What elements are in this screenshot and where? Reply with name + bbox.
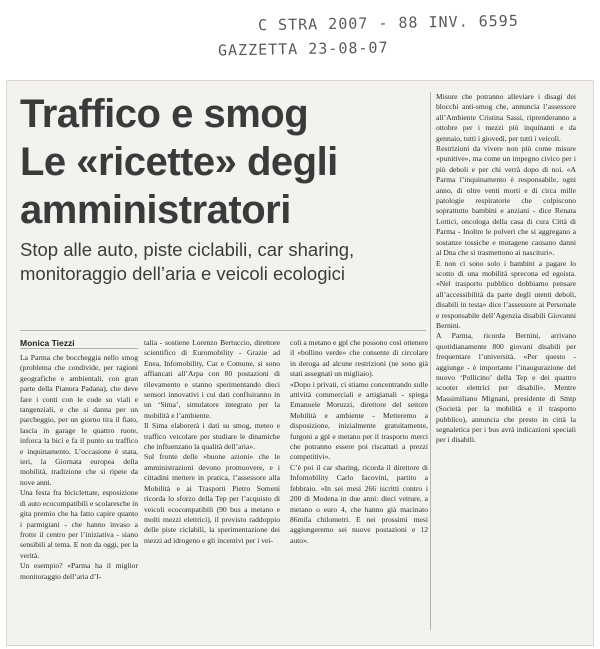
- paragraph: A Parma, ricorda Bernini, arrivano quotidianamente 800 giovani disabili per frequentare l’università. «Per questo - aggiunge - è importante l’inaugurazione del nuovo ‘Pollicino’ della Tep e dei quattro scooter elettrici per disabili». Mentre Massimiliano Mignani, presidente di Smtp (Società per la mobilità e il trasporto pubblico), annuncia che presto in città la segnaletica per i bus avrà indicazioni speciali per i disabili.: [436, 331, 576, 445]
- byline-rule: [20, 348, 138, 349]
- paragraph: «Dopo i privati, ci stiamo concentrando sulle attività commerciali e artigianali - spiega Emanuele Moruzzi, direttore del settore Mobilità e ambiente - Metteremo a disposizione, inizialmente gratuitamente, furgoni a gpl e metano per il trasporto merci che potranno essere poi riscattati a prezzi competitivi».: [290, 379, 428, 462]
- paragraph: Un esempio? «Parma ha il miglior monitoraggio dell’aria d’I-: [20, 561, 138, 581]
- paragraph: Restrizioni da vivere non più come misure «punitive», ma come un impegno civico per i più deboli e per chi verrà dopo di noi. «A Parma l’inquinamento è responsabile, ogni anno, di oltre venti morti e di circa mille patologie respiratorie che colpiscono soprattutto bambini e anziani - dice Renata Lottici, oncologa della casa di cura Città di Parma - Inoltre le polveri che si aggregano a sostanze tossiche e mutagene causano danni al Dna che si trasmettono ai nascituri».: [436, 144, 576, 258]
- paragraph: coli a metano e gpl che possono così ottenere il «bollino verde» che consente di circolare in deroga ad alcune restrizioni (ne sono già stati assegnati un migliaio).: [290, 338, 428, 379]
- paragraph: E non ci sono solo i bambini a pagare lo scotto di una mobilità sprecona ed egoista. «Nel trasporto pubblico dobbiamo pensare all’accessibilità da parte degli utenti deboli, disabili in testa» dice l’assessore ai Personale e responsabile dell’Agenzia disabili Giovanni Bernini.: [436, 258, 576, 330]
- article-column-3: [290, 338, 428, 546]
- article-column-2: [144, 338, 280, 546]
- paragraph: La Parma che boccheggia nello smog (problema che condivide, per ragioni geografiche e ambientali, con gran parte della Pianura Padana), che deve fare i conti con le code su viali e tangenziali, e che si danna per un parcheggio, per un giorno tira il fiato, lascia in garage le quattro ruote, inforca la bici e fa il punto su traffico e inquinamento. L’occasione è stata, ieri, la Giornata europea della mobilità, tradizione che si ripete da nove anni.: [20, 353, 138, 487]
- handwritten-source-date: GAZZETTA 23-08-07: [217, 38, 389, 60]
- handwritten-archive-note: C STRA 2007 - 88 INV. 6595: [257, 11, 519, 35]
- subheadline-line-2: monitoraggio dell’aria e veicoli ecologici: [20, 263, 345, 284]
- section-divider: [20, 330, 426, 331]
- byline: Monica Tiezzi: [20, 338, 75, 348]
- paragraph: C’è poi il car sharing, ricorda il direttore di Infomobility Carlo Iacovini, partito a febbraio. «In sei mesi 266 iscritti contro i 200 di Modena in due anni: dieci vetture, a metano o euro 4, che hanno già macinato 86mila chilometri. E nei prossimi mesi aggiungeremo sei nuove postazioni e 12 auto».: [290, 462, 428, 545]
- paragraph: talia - sostiene Lorenzo Bertuccio, direttore scientifico di Euromobility - Grazie ad Enea, Infomobility, Car e Comune, si sono affiancati all’Arpa con 80 postazioni di rilevamento e stanno sperimentando dieci sensori innovativi i cui dati confluiranno in un ‘Sima’, simulatore integrato per la mobilità e l’ambiente.: [144, 338, 280, 420]
- column-divider: [430, 92, 431, 630]
- headline-line-1: Traffico e smog: [20, 92, 309, 136]
- paragraph: Misure che potranno alleviare i disagi dei blocchi anti-smog che, annuncia l’assessore all’Ambiente Cristina Sassi, riprenderanno a ottobre per i mezzi più inquinanti e da gennaio, tutti i giovedì, per tutti i veicoli.: [436, 92, 576, 143]
- paragraph: Sul fronte delle «buone azioni» che le amministrazioni devono promuovere, e i cittadini mettere in pratica, l’assessore alla Mobilità e ai Trasporti Pietro Someni ricorda lo sforzo della Tep per l’acquisto di veicoli ecocompatibili (90 bus a metano e molti mezzi elettrici), il previsto raddoppio delle piste ciclabili, la sperimentazione dei mezzi ad idrogeno e gli incentivi per i vei-: [144, 452, 280, 545]
- paragraph: Una festa fra biciclettate, esposizione di auto ecocompatibili e scolaresche in gita premio che ha fatto capire quanto i parmigiani - che hanno invaso a frotte il centro per l’iniziativa - siano sensibili al tema. E non da oggi, per la verità.: [20, 488, 138, 560]
- subheadline-line-1: Stop alle auto, piste ciclabili, car sharing,: [20, 239, 355, 260]
- paragraph: Il Sima elaborerà i dati su smog, meteo e traffico veicolare per studiare le dinamiche che influenzano la qualità dell’aria».: [144, 421, 280, 452]
- headline-line-3: amministratori: [20, 188, 291, 232]
- article-column-4: [436, 92, 576, 446]
- headline-line-2: Le «ricette» degli: [20, 140, 338, 184]
- article-column-1: [20, 353, 138, 582]
